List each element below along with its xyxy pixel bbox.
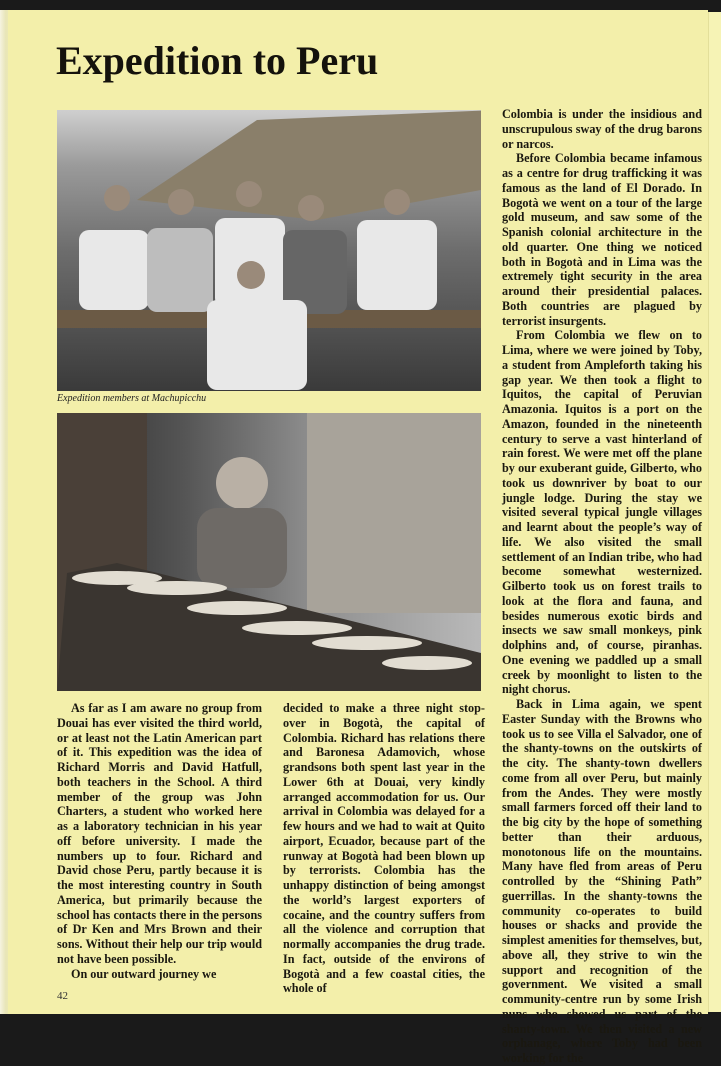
text-column-1 [57,701,262,981]
photo-woman-with-bread-image [57,413,481,691]
photo-woman-with-bread [57,413,481,691]
text-column-2 [283,701,485,996]
photo-caption: Expedition members at Machupicchu [57,393,207,404]
next-page-edge [708,12,721,1012]
paragraph: From Colombia we flew on to Lima, where we were joined by Toby, a student from Ampleforth taking his gap year. We then took a flight to Iquitos, the capital of Peruvian Amazonia. Iquitos is a port on the Amazon, founded in the nineteenth century to serve a vast hinterland of rain forest. We were met off the plane by our exuberant guide, Gilberto, who took us downriver by boat to our jungle lodge. During the stay we visited several typical jungle villages and learnt about the people’s way of life. We also visited the small settlement of an Indian tribe, who had become somewhat westernized. Gilberto took us on forest trails to look at the flora and fauna, and besides numerous exotic birds and insects we saw small monkeys, pink dolphins and, of course, piranhas. One evening we paddled up a small creek by moonlight to listen to the night chorus. [502,328,702,697]
photo-expedition-members-image [57,110,481,391]
paragraph: As far as I am aware no group from Douai has ever visited the third world, or at least not the Latin American part of it. This expedition was the idea of Richard Morris and David Hatfull, both teachers in the School. A third member of the group was John Charters, a student who worked here as a laboratory technician in his year off before university. I made the numbers up to four. Richard and David chose Peru, partly because it is the most interesting country in South America, but primarily because the school has contacts there in the persons of Dr Ken and Mrs Brown and their sons. Without their help our trip would not have been possible. [57,701,262,966]
paragraph: On our outward journey we [71,966,217,981]
paragraph: Back in Lima again, we spent Easter Sunday with the Browns who took us to see Villa el Salvador, one of the shanty-towns on the outskirts of the city. The shanty-town dwellers come from all over Peru, but mainly from the Andes. They were mostly small farmers forced off their land to the big city by the hope of something better than their arduous, monotonous life on the mountains. Many have fled from areas of Peru controlled by the “Shining Path” guerrillas. In the shanty-towns the community co-operates to build houses or shacks and provide the simplest amenities for themselves, but, above all, they strive to win the support and recognition of the government. We visited a small community-centre run by some Irish nuns who showed us part of the shanty-town. We then visited a new orphanage, where Toby had been working for the [502,697,702,1065]
article-title: Expedition to Peru [56,38,379,83]
woman-face [216,457,268,509]
stone-wall [307,413,481,613]
paragraph: decided to make a three night stop-over in Bogotà, the capital of Colombia. Richard has relations there and Baronesa Adamovich, whose grandsons both spent last year in the Lower 6th at Douai, very kindly arranged accommodation for us. Our arrival in Colombia was delayed for a few hours and we had to wait at Quito airport, Ecuador, because part of the runway at Bogotà had been blown up by terrorists. Colombia has the unhappy distinction of being amongst the world’s largest exporters of cocaine, and the country suffers from all the violence and corruption that normally accompanies the drug trade. In fact, outside of the environs of Bogotà and a few coastal cities, the whole of [283,701,485,996]
paragraph: Colombia is under the insidious and unscrupulous sway of the drug barons or narcos. [502,107,702,151]
woman-body [197,508,287,588]
photo-expedition-members [57,110,481,391]
text-column-3 [502,107,702,1066]
page-number: 42 [57,990,68,1002]
paragraph: Before Colombia became infamous as a centre for drug trafficking it was famous as the land of El Dorado. In Bogotà we went on a tour of the large gold museum, and saw some of the Spanish colonial architecture in the old quarter. One thing we noticed both in Bogotà and in Lima was the extremely tight security in the area around their presidential palaces. Both countries are plagued by terrorist insurgents. [502,151,702,328]
